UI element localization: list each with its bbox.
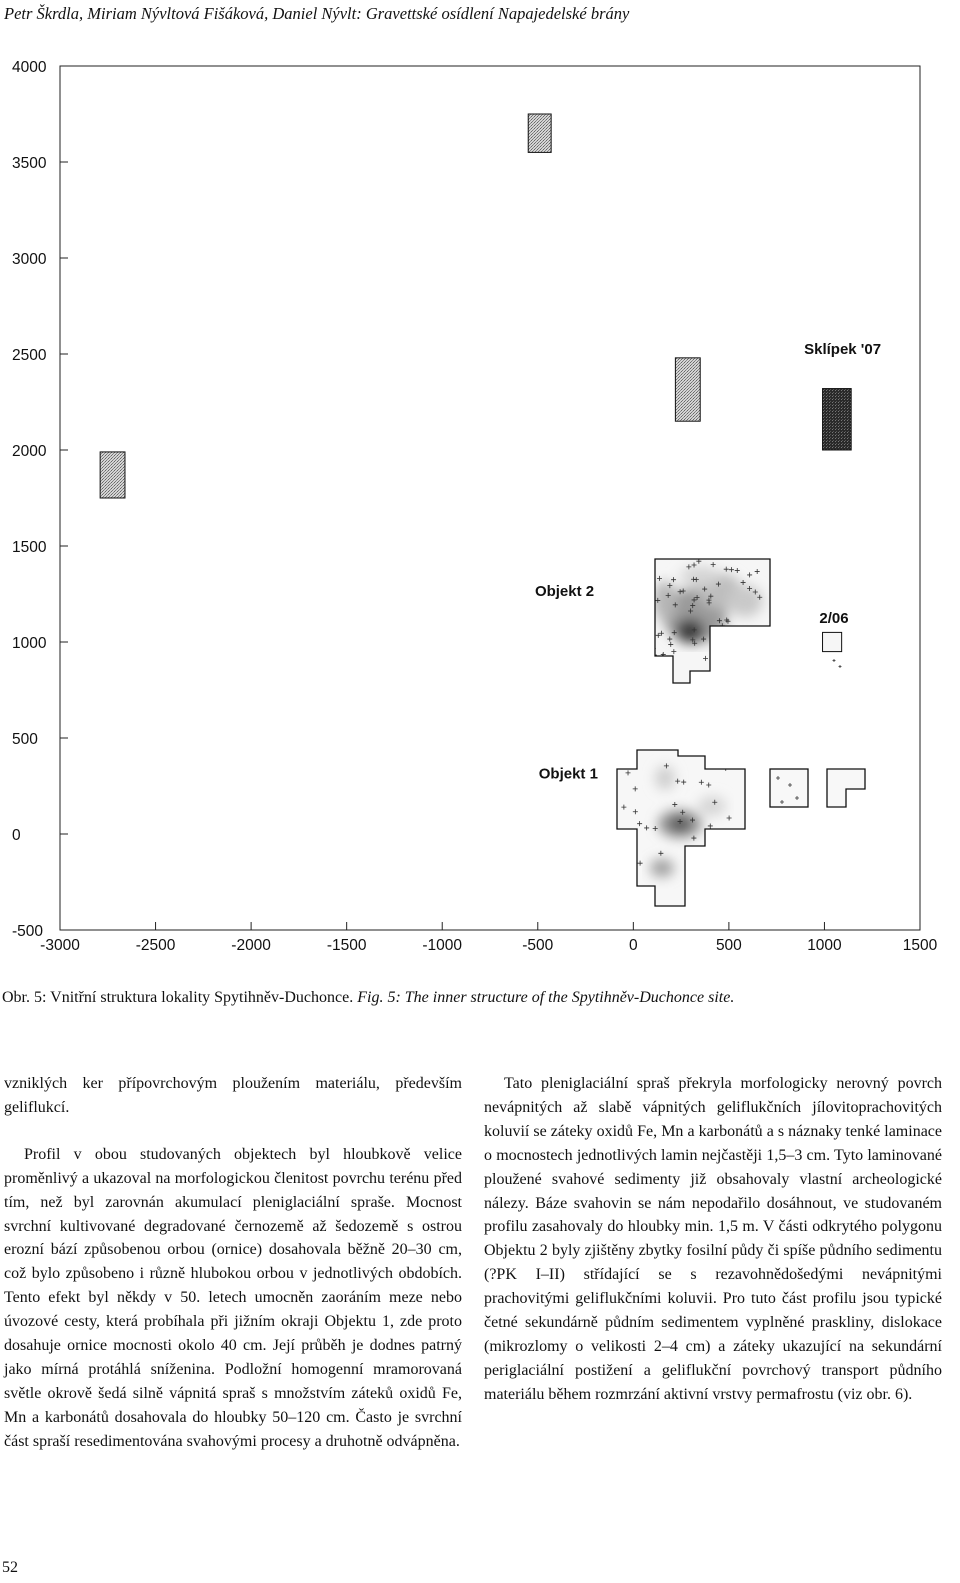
y-tick-label: 2000 (12, 443, 47, 460)
x-tick-label: -2000 (231, 937, 271, 954)
find-marker (744, 640, 749, 645)
find-marker (753, 629, 758, 634)
x-tick-label: 1500 (902, 937, 938, 954)
x-tick-label: -2500 (135, 937, 176, 954)
find-marker (719, 881, 724, 886)
y-tick-label: 1000 (12, 635, 47, 652)
y-tick-label: 2500 (12, 347, 47, 364)
find-marker (725, 855, 730, 860)
x-tick-label: -500 (522, 937, 554, 954)
x-tick-label: 0 (629, 937, 638, 954)
unit-east-2 (827, 769, 865, 807)
site-plan-svg (0, 56, 960, 986)
unit-2-06-marks (833, 659, 842, 668)
text-column-right (484, 1072, 942, 1430)
object-label: Objekt 2 (534, 582, 595, 600)
object-label: 2/06 (819, 609, 849, 627)
paragraph: Profil v obou studovaných objektech byl hloubkově velice proměnlivý a ukazoval na morfologickou členitost povrchu terénu před tím, než byl zarovnán akumulací pleniglaciální spraše. Mocnost svrchní kultivované degradované černozemě až šedozemě s ostrou erozní bází způsobenou orbou (ornice) dosahovala běžně 20–30 cm, což bylo způsobeno i různě hlubokou orbou v jednotlivých obdobích. Tento efekt byl někdy v 50. letech umocněn zaoráním meze nebo úvozové cesty, která probíhala při jižním okraji Objektu 1, zde proto dosahuje ornice mocnosti okolo 40 cm. Její průběh je dodnes patrný jako mírná protáhlá sníženina. Podložní homogenní mramorovaná světle okrově šedá silně vápnitá spraš s množstvím záteků oxidů Fe, Mn a karbonátů dosahovala do hloubky 50–120 cm. Často je svrchní část spraší resedimentována svahovými procesy a druhotně odvápněna. (4, 1145, 462, 1450)
unit-test-pit-centre (675, 358, 700, 421)
running-head: Petr Škrdla, Miriam Nývltová Fišáková, Daniel Nývlt: Gravettské osídlení Napajedelské brány (4, 4, 630, 23)
find-marker (627, 844, 632, 849)
paragraph: Tato pleniglaciální spraš překryla morfologicky nerovný povrch nevápnitých až slabě vápnitých geliflukčních jílovitoprachovitých koluvií se záteky oxidů Fe, Mn a karbonátů a s náznaky tenké laminace o mocnostech jednotlivých lamin nejčastěji 1,5–3 cm. Tyto laminované ploužené svahové sedimenty již obsahovaly vlastní archeologické nálezy. Báze svahovin se nám nepodařilo dosáhnout, ve studovaném profilu zasahovaly do hloubky min. 1,5 m. V části odkrytého polygonu Objektu 2 byly zjištěny zbytky fosilní půdy či spíše půdního sedimentu (?PK I–II) střídající se s rezavohnědošedými nevápnitými prachovitými geliflukčními koluvii. Pro tuto část profilu jsou typické četné sekundárně půdním sedimentem vyplněné praskliny, dislokace (mikrozlomy o velikosti 2–4 cm) a záteky ukazující na sekundární periglaciální postižení a geliflukční povrchový transport půdního materiálu během rozmrzání aktivní vrstvy permafrostu (viz obr. 6). (484, 1075, 942, 1403)
figure-caption (2, 989, 734, 1007)
y-tick-label: 4000 (12, 59, 47, 76)
find-marker (631, 867, 636, 872)
unit-east-1 (770, 769, 808, 807)
x-tick-label: 1000 (807, 937, 842, 954)
paragraph: vzniklých ker přípovrchovým ploužením materiálu, především geliflukcí. (4, 1075, 462, 1116)
page-number: 52 (2, 1559, 18, 1576)
find-marker (661, 657, 666, 662)
find-marker (736, 650, 741, 655)
y-tick-label: -500 (12, 923, 44, 940)
text-column-left (4, 1072, 462, 1477)
find-marker (712, 871, 717, 876)
y-tick-label: 1500 (12, 539, 47, 556)
find-marker (715, 640, 720, 645)
x-tick-label: -1000 (422, 937, 463, 954)
object-label: Objekt 1 (538, 765, 598, 783)
objekt-1-polygon (617, 750, 745, 906)
unit-test-pit-north (528, 114, 551, 152)
y-tick-label: 500 (12, 731, 38, 748)
y-tick-label: 0 (12, 827, 21, 844)
site-plan-figure (0, 56, 960, 986)
caption-english: Fig. 5: The inner structure of the Spytihněv-Duchonce site. (357, 989, 735, 1006)
caption-czech: Obr. 5: Vnitřní struktura lokality Spytihněv-Duchonce. (2, 989, 354, 1006)
x-tick-label: 500 (715, 937, 742, 954)
find-marker (717, 627, 722, 632)
find-marker (649, 589, 654, 594)
unit-test-pit-west (100, 452, 125, 498)
x-tick-label: -1500 (326, 937, 367, 954)
y-tick-label: 3000 (12, 251, 47, 268)
object-label: Sklípek '07 (804, 341, 882, 358)
find-marker (737, 837, 742, 842)
find-marker (723, 754, 728, 759)
objekt-2-polygon (649, 559, 770, 683)
find-marker (745, 650, 750, 655)
axis-ticks (12, 59, 938, 954)
y-tick-label: 3500 (12, 155, 47, 172)
unit-2-06 (823, 632, 842, 651)
x-tick-label: -3000 (40, 937, 80, 954)
unit-skl-pek-07 (823, 389, 852, 450)
